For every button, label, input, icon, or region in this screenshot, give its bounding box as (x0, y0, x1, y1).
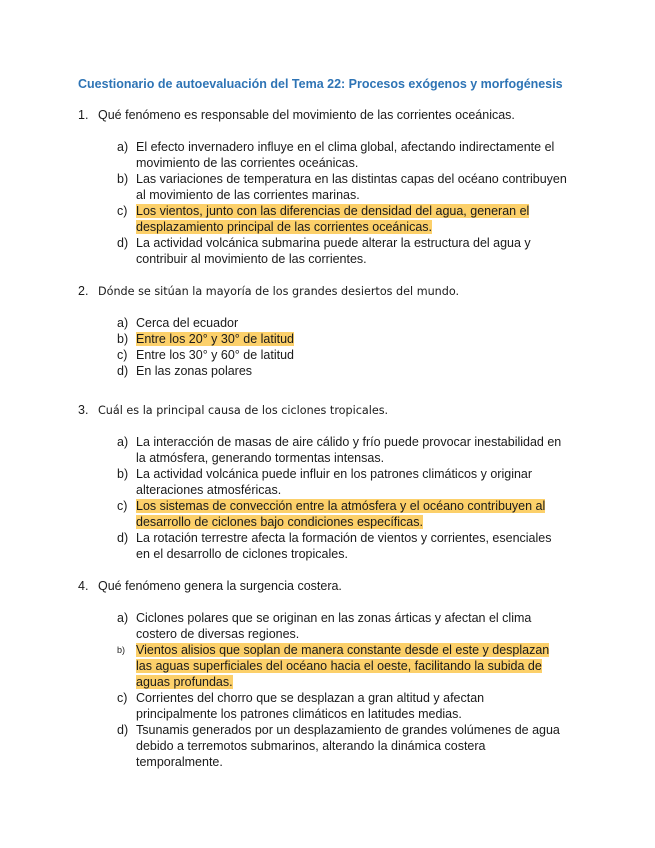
question-4-options (117, 610, 560, 770)
option-c-correct: c) Los vientos, junto con las diferencias de densidad del agua, generan el desplazamiento principal de las corrientes oceánicas. (117, 204, 530, 234)
question-1-options (117, 139, 567, 267)
option-b: b) La actividad volcánica puede influir en los patrones climáticos y originar alteraciones atmosféricas. (117, 467, 533, 497)
option-d: d) La actividad volcánica submarina puede alterar la estructura del agua y contribuir al movimiento de las corrientes. (117, 236, 531, 266)
question-number: 2. (78, 284, 89, 298)
question-2 (78, 284, 459, 298)
question-number: 3. (78, 403, 89, 417)
option-a: a) El efecto invernadero influye en el clima global, afectando indirectamente el movimiento de las corrientes oceánicas. (117, 140, 555, 170)
option-a: a) Ciclones polares que se originan en las zonas árticas y afectan el clima costero de diversas regiones. (117, 611, 532, 641)
question-text: Qué fenómeno genera la surgencia costera. (98, 579, 342, 593)
option-c: c) Entre los 30° y 60° de latitud (117, 348, 295, 362)
option-d: d) Tsunamis generados por un desplazamiento de grandes volúmenes de agua debido a terremotos submarinos, alterando la dinámica costera temporalmente. (117, 723, 560, 769)
highlighted-answer: Vientos alisios que soplan de manera constante desde el este y desplazan (136, 643, 550, 657)
highlighted-answer: desplazamiento principal de las corrientes oceánicas. (136, 220, 432, 234)
highlighted-answer: desarrollo de ciclones bajo condiciones específicas. (136, 515, 423, 529)
question-1 (78, 108, 515, 122)
highlighted-answer: las aguas superficiales del océano hacia el oeste, facilitando la subida de (136, 659, 542, 673)
highlighted-answer: aguas profundas. (136, 675, 233, 689)
option-b: b) Las variaciones de temperatura en las distintas capas del océano contribuyen al movimiento de las corrientes marinas. (117, 172, 567, 202)
option-d: d) En las zonas polares (117, 364, 253, 378)
option-a: a) Cerca del ecuador (117, 316, 239, 330)
question-3 (78, 403, 388, 417)
option-b-correct: b) Entre los 20° y 30° de latitud (117, 332, 295, 346)
question-text: Cuál es la principal causa de los ciclones tropicales. (98, 404, 389, 417)
question-text: Dónde se sitúan la mayoría de los grandes desiertos del mundo. (98, 285, 460, 298)
option-d: d) La rotación terrestre afecta la formación de vientos y corrientes, esenciales en el desarrollo de ciclones tropicales. (117, 531, 552, 561)
option-c-correct: c) Los sistemas de convección entre la atmósfera y el océano contribuyen al desarrollo de ciclones bajo condiciones específicas. (117, 499, 546, 529)
question-text: Qué fenómeno es responsable del movimiento de las corrientes oceánicas. (98, 108, 515, 122)
question-2-options (117, 315, 294, 379)
quiz-title: Cuestionario de autoevaluación del Tema 22: Procesos exógenos y morfogénesis (78, 77, 563, 91)
option-c: c) Corrientes del chorro que se desplazan a gran altitud y afectan principalmente los patrones climáticos en latitudes medias. (117, 691, 485, 721)
option-a: a) La interacción de masas de aire cálido y frío puede provocar inestabilidad en la atmósfera, generando tormentas intensas. (117, 435, 562, 465)
highlighted-answer: Los sistemas de convección entre la atmósfera y el océano contribuyen al (136, 499, 546, 513)
question-number: 1. (78, 108, 89, 122)
question-4 (78, 579, 342, 593)
highlighted-answer: Entre los 20° y 30° de latitud (136, 332, 295, 346)
highlighted-answer: Los vientos, junto con las diferencias de densidad del agua, generan el (136, 204, 530, 218)
question-3-options (117, 434, 561, 562)
question-number: 4. (78, 579, 89, 593)
option-b-correct: b) Vientos alisios que soplan de manera constante desde el este y desplazan las aguas superficiales del océano hacia el oeste, facilitando la subida de aguas profundas. (117, 643, 550, 689)
